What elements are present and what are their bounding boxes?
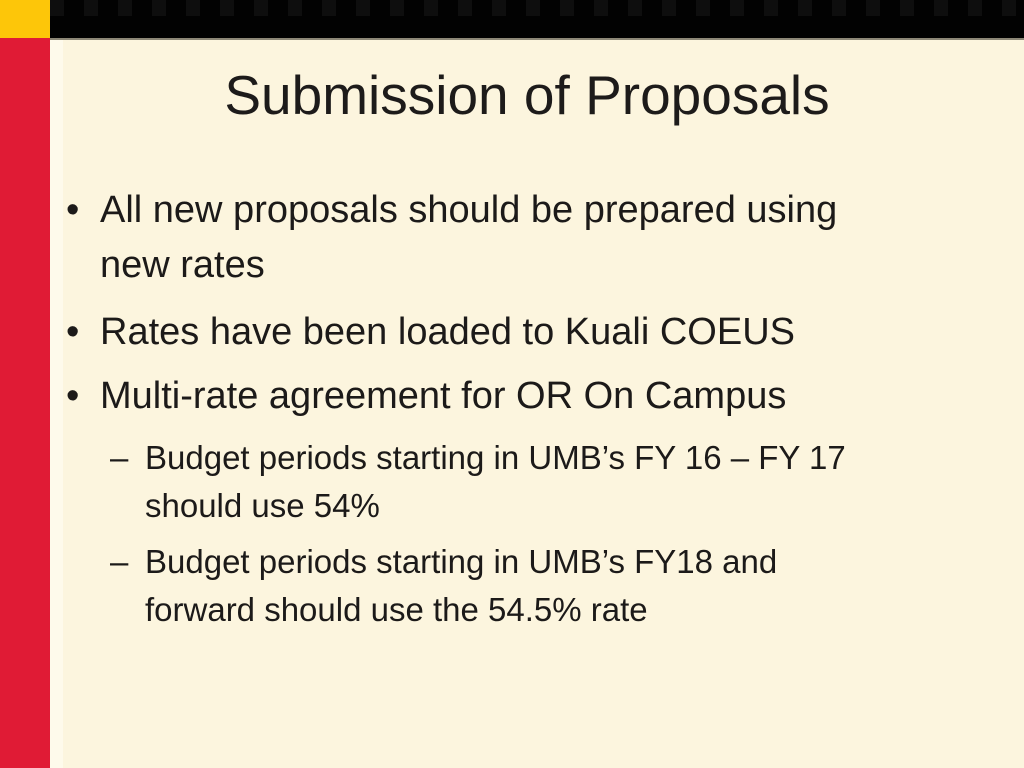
bullet-marker: •: [66, 375, 80, 417]
dash-bullet-marker: –: [110, 543, 129, 580]
corner-yellow-square: [0, 0, 50, 38]
bullet-item: [66, 183, 966, 293]
bullet-line: Budget periods starting in UMB’s FY 16 – FY 17: [145, 439, 846, 476]
bullet-marker: •: [66, 311, 80, 353]
bullet-line: new rates: [100, 244, 265, 286]
left-red-stripe: [0, 38, 50, 768]
slide-title: Submission of Proposals: [224, 64, 830, 126]
bullet-line: Rates have been loaded to Kuali COEUS: [100, 311, 795, 353]
bullet-line: should use 54%: [145, 487, 380, 524]
sub-bullet-item: [110, 538, 990, 634]
bullet-line: All new proposals should be prepared using: [100, 189, 838, 231]
left-light-band: [50, 40, 63, 768]
bullet-item: [66, 305, 966, 360]
dash-bullet-marker: –: [110, 439, 129, 476]
bullet-line: forward should use the 54.5% rate: [145, 591, 648, 628]
top-black-bar: [50, 0, 1024, 40]
bullet-line: Budget periods starting in UMB’s FY18 and: [145, 543, 778, 580]
sub-bullet-item: [110, 434, 990, 530]
bullet-item: [66, 369, 966, 424]
bullet-line: Multi-rate agreement for OR On Campus: [100, 375, 787, 417]
bullet-marker: •: [66, 189, 80, 231]
